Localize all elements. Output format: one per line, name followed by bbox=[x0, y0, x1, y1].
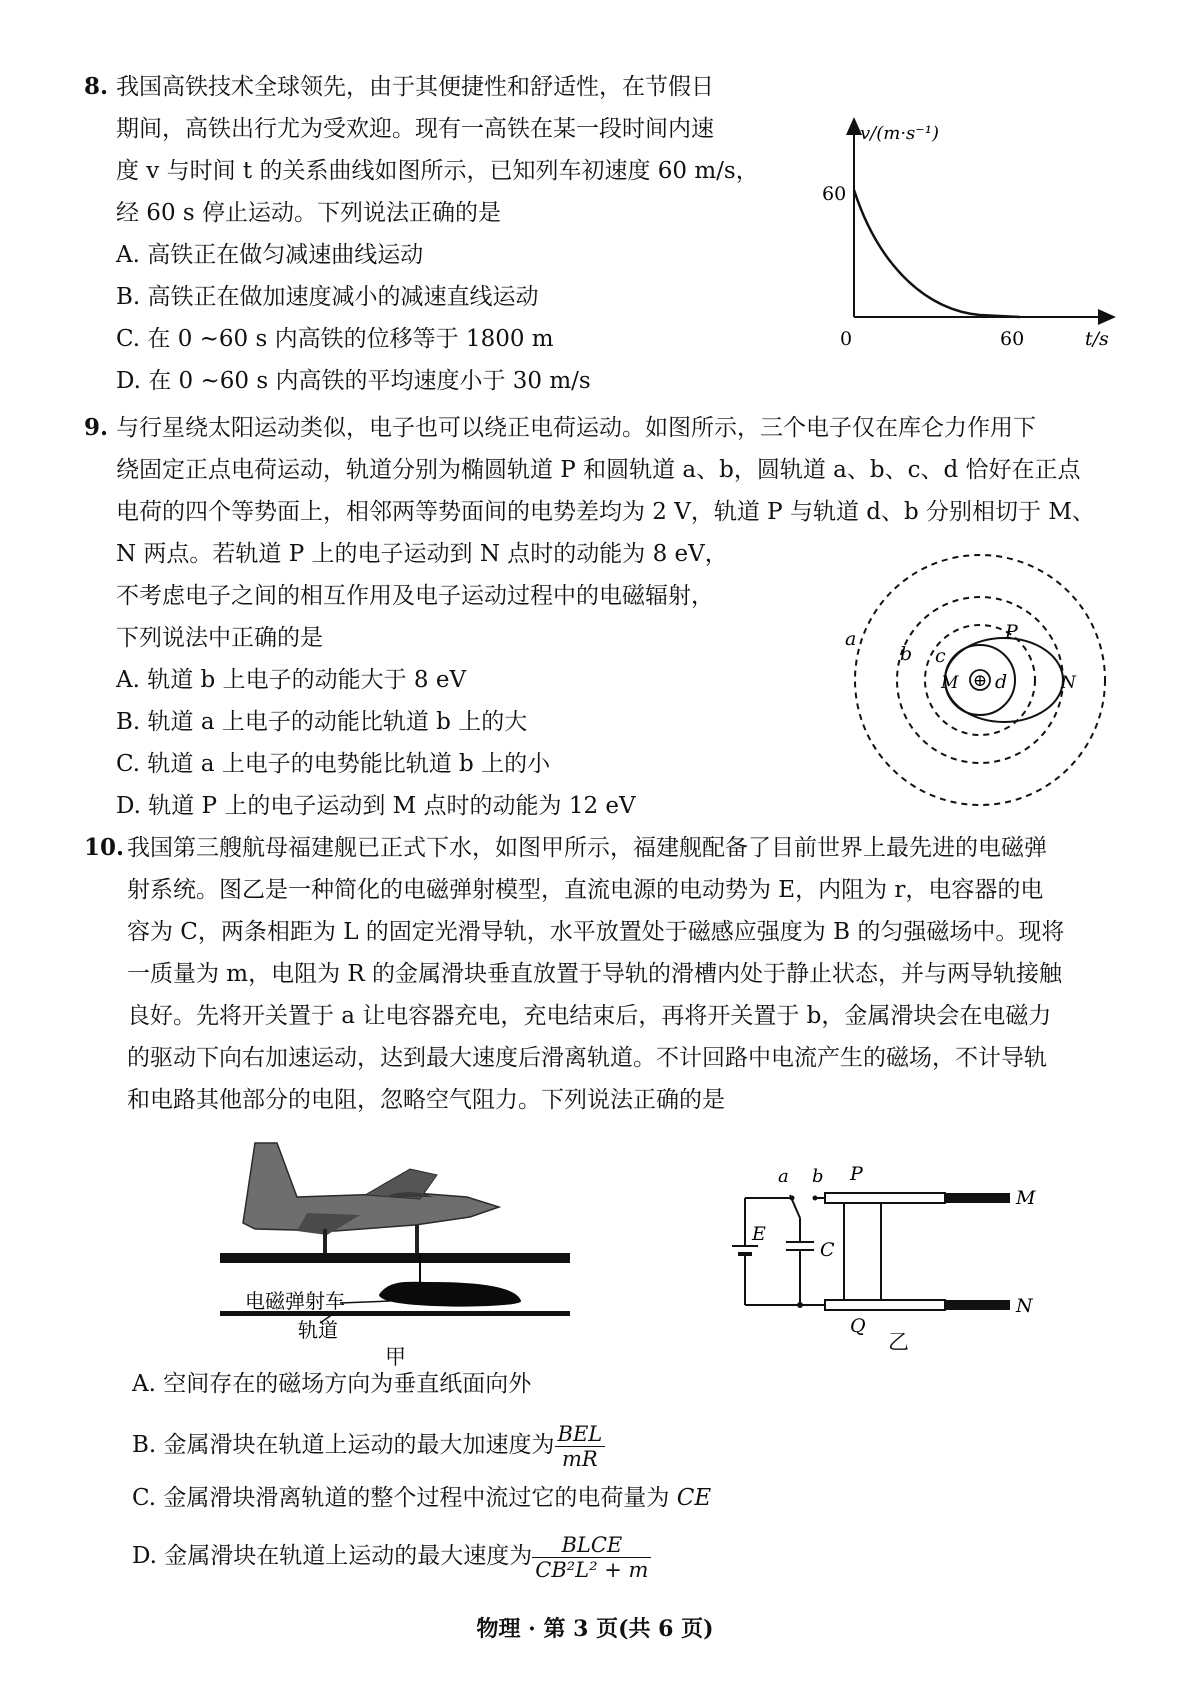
q9-label-p: P bbox=[1005, 621, 1018, 643]
q10-option-c bbox=[132, 1484, 711, 1512]
q10-stem-line-4: 一质量为 m，电阻为 R 的金属滑块垂直放置于导轨的滑槽内处于静止状态，并与两导轨接触 bbox=[127, 961, 1063, 987]
q9-option-c: C. 轨道 a 上电子的电势能比轨道 b 上的小 bbox=[116, 751, 551, 777]
q9-charge-symbol: ⊕ bbox=[972, 671, 988, 691]
q10-option-c-text: C. 金属滑块滑离轨道的整个过程中流过它的电荷量为 bbox=[132, 1485, 670, 1511]
page-footer: 物理 · 第 3 页(共 6 页) bbox=[476, 1616, 714, 1642]
q10-option-b-text: B. 金属滑块在轨道上运动的最大加速度为 bbox=[132, 1432, 555, 1458]
q9-option-a: A. 轨道 b 上电子的动能大于 8 eV bbox=[116, 667, 467, 693]
q9-label-d: d bbox=[995, 671, 1008, 693]
q8-stem-line-4: 经 60 s 停止运动。下列说法正确的是 bbox=[116, 200, 502, 226]
q8-vt-graph bbox=[800, 115, 1120, 350]
q8-stem-line-1: 我国高铁技术全球领先，由于其便捷性和舒适性，在节假日 bbox=[116, 74, 714, 100]
q10-figure-jia bbox=[215, 1135, 575, 1340]
label-m: M bbox=[1016, 1187, 1036, 1209]
q9-stem-line-4: N 两点。若轨道 P 上的电子运动到 N 点时的动能为 8 eV， bbox=[116, 541, 728, 567]
q8-x-axis-label: t/s bbox=[1085, 328, 1109, 350]
q10-stem-line-1: 我国第三艘航母福建舰已正式下水，如图甲所示，福建舰配备了目前世界上最先进的电磁弹 bbox=[127, 835, 1047, 861]
label-p: P bbox=[850, 1163, 863, 1185]
q9-stem-line-2: 绕固定正点电荷运动，轨道分别为椭圆轨道 P 和圆轨道 a、b，圆轨道 a、b、c、d 恰好在正点 bbox=[116, 457, 1081, 483]
label-q: Q bbox=[850, 1315, 866, 1337]
q9-label-c: c bbox=[935, 645, 946, 667]
q8-stem-line-2: 期间，高铁出行尤为受欢迎。现有一高铁在某一段时间内速 bbox=[116, 116, 714, 142]
q10-option-c-expr: CE bbox=[676, 1485, 712, 1511]
q10-stem-line-2: 射系统。图乙是一种简化的电磁弹射模型，直流电源的电动势为 E，内阻为 r，电容器的电 bbox=[127, 877, 1044, 903]
q9-label-m: M bbox=[941, 673, 959, 693]
q9-stem-line-6: 下列说法中正确的是 bbox=[116, 625, 323, 651]
switch-blade bbox=[790, 1195, 800, 1218]
q8-stem-line-3: 度 v 与时间 t 的关系曲线如图所示，已知列车初速度 60 m/s， bbox=[116, 158, 759, 184]
q8-option-b: B. 高铁正在做加速度减小的减速直线运动 bbox=[116, 284, 539, 310]
q9-label-b: b bbox=[900, 643, 913, 665]
q9-stem-line-1: 与行星绕太阳运动类似，电子也可以绕正电荷运动。如图所示，三个电子仅在库仑力作用下 bbox=[116, 415, 1036, 441]
fighter-jet-image bbox=[243, 1143, 499, 1253]
q10-option-d-text: D. 金属滑块在轨道上运动的最大速度为 bbox=[132, 1543, 533, 1569]
q8-y-tick: 60 bbox=[822, 183, 847, 205]
car-pointer-line bbox=[340, 1301, 390, 1303]
q10-stem-line-6: 的驱动下向右加速运动，达到最大速度后滑离轨道。不计回路中电流产生的磁场，不计导轨 bbox=[127, 1045, 1047, 1071]
q10-option-d bbox=[132, 1528, 651, 1584]
q9-stem-line-5: 不考虑电子之间的相互作用及电子运动过程中的电磁辐射， bbox=[116, 583, 714, 609]
q8-x-tick: 60 bbox=[1000, 328, 1025, 350]
q10-option-d-denominator: CB²L² + m bbox=[535, 1557, 649, 1582]
q9-option-d: D. 轨道 P 上的电子运动到 M 点时的动能为 12 eV bbox=[116, 793, 636, 819]
q9-number: 9. bbox=[84, 414, 109, 441]
q10-number: 10. bbox=[84, 834, 125, 861]
q8-option-c: C. 在 0 ~60 s 内高铁的位移等于 1800 m bbox=[116, 326, 554, 352]
label-b: b bbox=[812, 1166, 824, 1187]
q10-option-d-numerator: BLCE bbox=[532, 1533, 651, 1558]
q8-origin-label: 0 bbox=[840, 328, 853, 350]
q10-option-a: A. 空间存在的磁场方向为垂直纸面向外 bbox=[132, 1371, 532, 1397]
rail-q bbox=[825, 1300, 945, 1310]
q9-option-b: B. 轨道 a 上电子的动能比轨道 b 上的大 bbox=[116, 709, 528, 735]
label-catapult-car: 电磁弹射车 bbox=[245, 1289, 345, 1313]
label-n: N bbox=[1016, 1295, 1033, 1317]
q10-option-b bbox=[132, 1418, 605, 1472]
q10-stem-line-3: 容为 C，两条相距为 L 的固定光滑导轨，水平放置处于磁感应强度为 B 的匀强磁场中。现将 bbox=[127, 919, 1065, 945]
label-c: C bbox=[820, 1239, 835, 1261]
q9-label-a: a bbox=[845, 628, 857, 650]
q10-option-b-numerator: BEL bbox=[555, 1422, 606, 1447]
q10-stem-line-7: 和电路其他部分的电阻，忽略空气阻力。下列说法正确的是 bbox=[127, 1087, 725, 1113]
q9-label-n: N bbox=[1061, 673, 1076, 693]
q8-option-a: A. 高铁正在做匀减速曲线运动 bbox=[116, 242, 424, 268]
q10-caption-jia: 甲 bbox=[385, 1345, 406, 1369]
catapult-deck bbox=[220, 1253, 570, 1263]
q8-y-axis-label: v/(m·s⁻¹) bbox=[860, 123, 940, 144]
q9-orbit-figure bbox=[835, 540, 1135, 820]
q9-stem-line-3: 电荷的四个等势面上，相邻两等势面间的电势差均为 2 V，轨道 P 与轨道 d、b 分别相切于 M、 bbox=[116, 499, 1095, 525]
q8-option-d: D. 在 0 ~60 s 内高铁的平均速度小于 30 m/s bbox=[116, 368, 591, 394]
rail-p bbox=[825, 1193, 945, 1203]
q10-option-b-fraction bbox=[555, 1422, 606, 1471]
q10-stem-line-5: 良好。先将开关置于 a 让电容器充电，充电结束后，再将开关置于 b，金属滑块会在电磁力 bbox=[127, 1003, 1052, 1029]
metal-slider bbox=[844, 1203, 881, 1300]
rail-q-dark bbox=[945, 1300, 1010, 1310]
q10-option-b-denominator: mR bbox=[562, 1446, 598, 1471]
q10-caption-yi: 乙 bbox=[888, 1330, 909, 1354]
q8-velocity-curve bbox=[854, 190, 1020, 317]
q8-number: 8. bbox=[84, 73, 109, 100]
q10-figure-yi bbox=[720, 1160, 1040, 1360]
label-e: E bbox=[752, 1223, 766, 1245]
label-track: 轨道 bbox=[298, 1318, 338, 1340]
label-a: a bbox=[778, 1166, 789, 1187]
rail-p-dark bbox=[945, 1193, 1010, 1203]
q10-option-d-fraction bbox=[532, 1533, 651, 1582]
